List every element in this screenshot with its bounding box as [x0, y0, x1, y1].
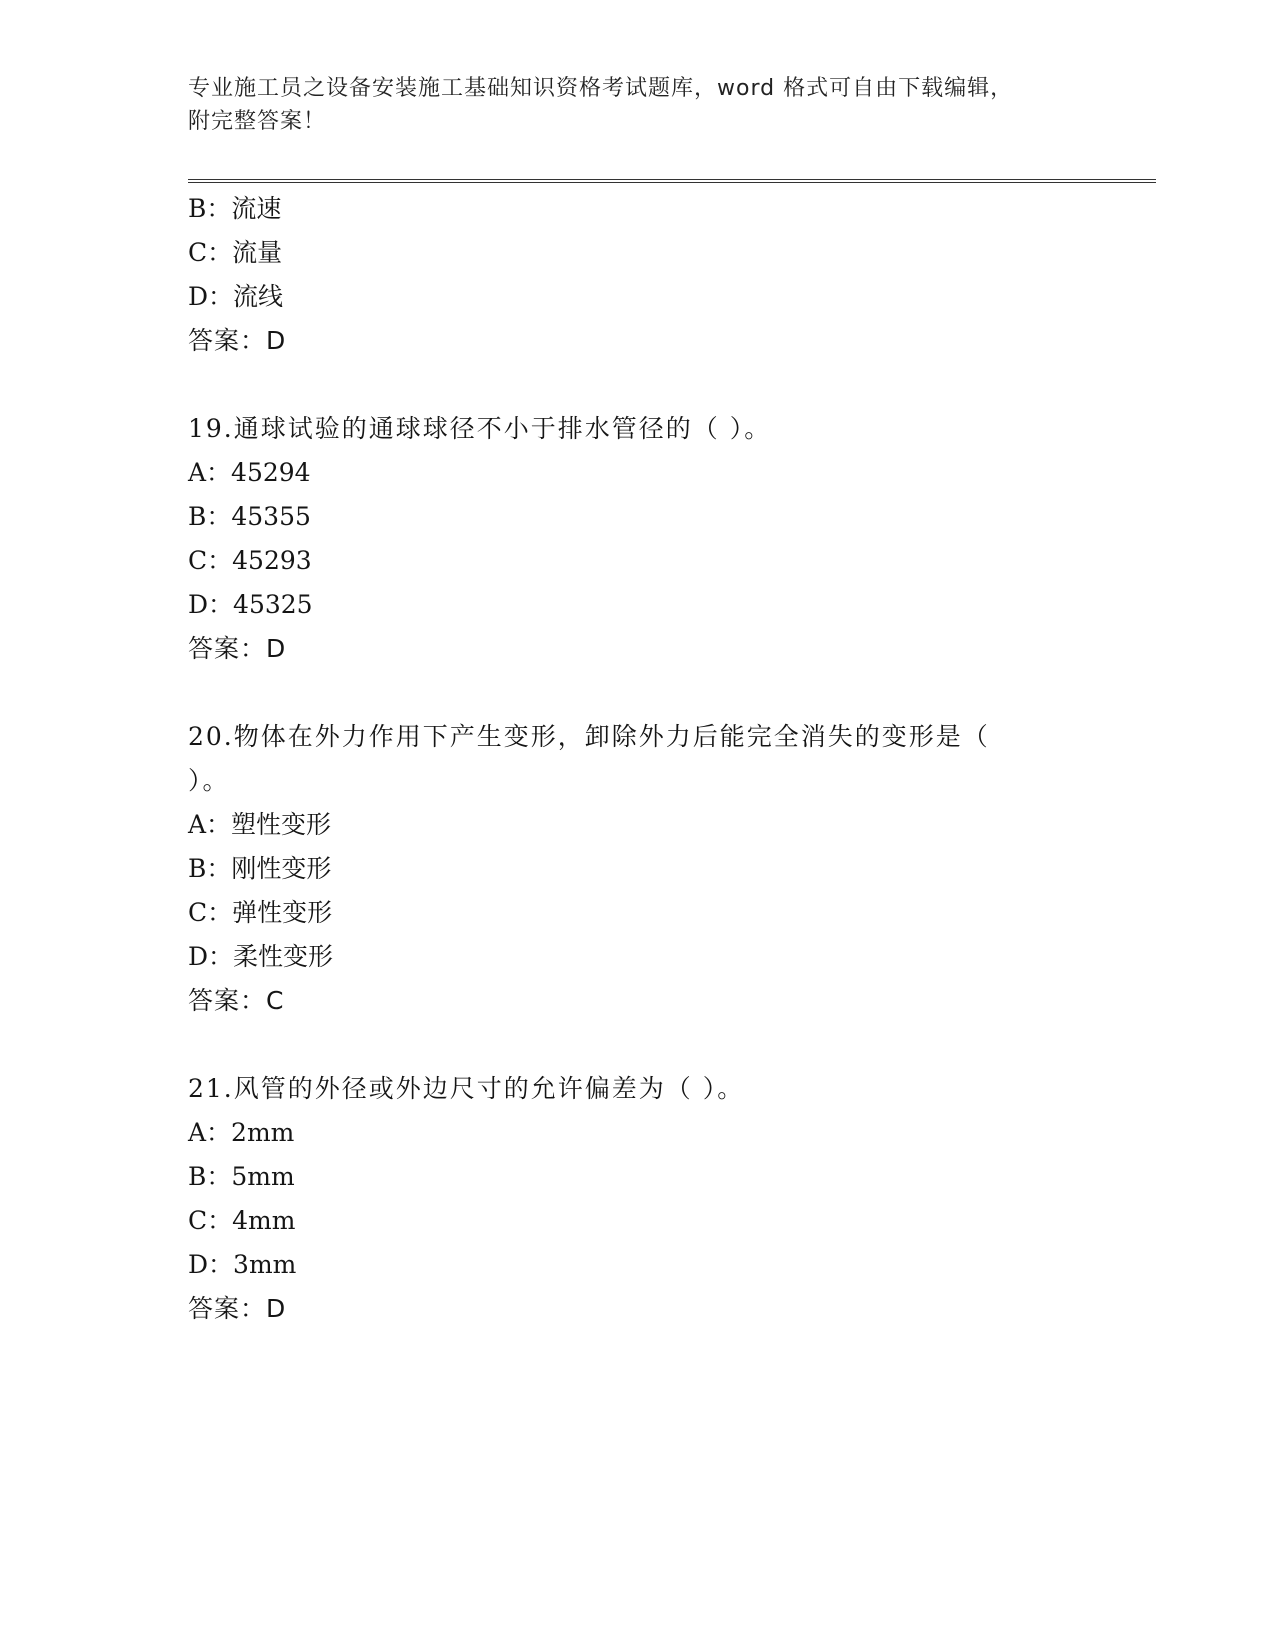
q21-option-a: A：2mm [188, 1118, 295, 1147]
q19-question: 19.通球试验的通球球径不小于排水管径的（ ）。 [188, 414, 772, 443]
q19-option-d: D：45325 [188, 590, 313, 619]
q18-option-b: B：流速 [188, 194, 282, 223]
q20-option-b: B：刚性变形 [188, 854, 332, 883]
q19-option-b: B：45355 [188, 502, 311, 531]
q18-option-c: C：流量 [188, 238, 283, 267]
q18-option-d: D：流线 [188, 282, 284, 311]
header-line-2: 附完整答案！ [188, 109, 327, 134]
q19-option-c: C：45293 [188, 546, 312, 575]
q20-option-c: C：弹性变形 [188, 898, 333, 927]
q21-option-b: B：5mm [188, 1162, 295, 1191]
header-line-1: 专业施工员之设备安装施工基础知识资格考试题库，word 格式可自由下载编辑， [188, 76, 1014, 101]
q21-answer: 答案：D [188, 1294, 287, 1323]
q19-option-a: A：45294 [188, 458, 311, 487]
q18-answer: 答案：D [188, 326, 287, 355]
q21-option-d: D：3mm [188, 1250, 297, 1279]
q20-answer: 答案：C [188, 986, 285, 1015]
q19-answer: 答案：D [188, 634, 287, 663]
q21-option-c: C：4mm [188, 1206, 296, 1235]
document-header [188, 72, 1068, 138]
q20-option-a: A：塑性变形 [188, 810, 332, 839]
q20-option-d: D：柔性变形 [188, 942, 334, 971]
header-divider [188, 179, 1156, 183]
q21-question: 21.风管的外径或外边尺寸的允许偏差为（ ）。 [188, 1074, 745, 1103]
q20-question-line-1: 20.物体在外力作用下产生变形，卸除外力后能完全消失的变形是（ [188, 722, 990, 751]
q20-question-line-2: ）。 [188, 766, 230, 795]
